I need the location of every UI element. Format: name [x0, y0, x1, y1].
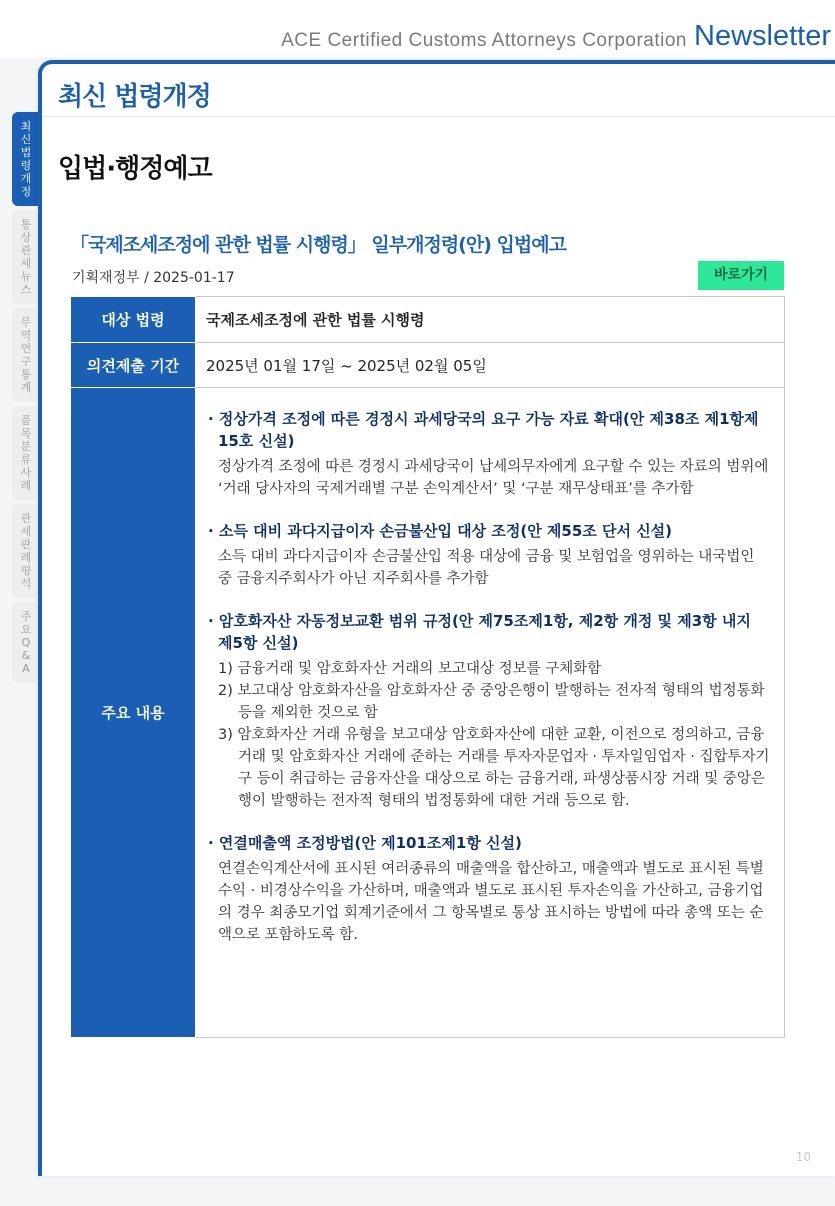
table-row	[71, 343, 785, 388]
side-tab-2[interactable]: 무 역 연 구 통 계	[12, 308, 40, 402]
content-item	[206, 610, 770, 812]
row-value: 2025년 01월 17일 ~ 2025년 02월 05일	[196, 343, 785, 388]
content-item	[206, 832, 770, 946]
notice-title: 「국제조세조정에 관한 법률 시행령」 일부개정령(안) 입법예고	[70, 234, 566, 256]
company-name: ACE Certified Customs Attorneys Corporation	[281, 30, 687, 51]
item-body: 소득 대비 과다지급이자 손금불산입 적용 대상에 금융 및 보험업을 영위하는 내국법인 중 금융지주회사가 아닌 지주회사를 추가함	[218, 549, 755, 587]
row-header: 주요 내용	[71, 388, 196, 1038]
row-header: 의견제출 기간	[71, 343, 196, 388]
newsletter-title: Newsletter	[694, 20, 831, 52]
item-body: 정상가격 조정에 따른 경정시 과세당국이 납세의무자에게 요구할 수 있는 자료의 범위에 ‘거래 당사자의 국제거래별 구분 손익계산서’ 및 ‘구분 재무상태표’를 추가함	[218, 459, 769, 497]
item-title: · 연결매출액 조정방법(안 제101조제1항 신설)	[208, 834, 522, 852]
numbered-list	[206, 658, 770, 812]
side-tab-3[interactable]: 품 목 분 류 사 례	[12, 406, 40, 500]
goto-button[interactable]: 바로가기	[698, 261, 784, 290]
law-table	[70, 296, 785, 1038]
list-item: 1) 금융거래 및 암호화자산 거래의 보고대상 정보를 구체화함	[218, 661, 602, 677]
page-heading: 입법·행정예고	[58, 154, 212, 184]
page-number: 10	[795, 1150, 811, 1164]
item-body: 연결손익계산서에 표시된 여러종류의 매출액을 합산하고, 매출액과 별도로 표시된 특별수익 · 비경상수익을 가산하며, 매출액과 별도로 표시된 투자손익을 가산하고, 금융기업의 경우 최종모기업 회계기준에서 그 항목별로 통상 표시하는 방법에 따라 총액 또는 순액으로 포함하도록 함.	[218, 861, 764, 943]
side-tab-1[interactable]: 통 상 관 세 뉴 스	[12, 210, 40, 304]
top-header	[0, 0, 835, 58]
table-row	[71, 388, 785, 1038]
notice-meta: 기획재정부 / 2025-01-17	[72, 270, 235, 286]
section-title: 최신 법령개정	[58, 82, 211, 112]
list-item: 2) 보고대상 암호화자산을 암호화자산 중 중앙은행이 발행하는 전자적 형태의 법정통화 등을 제외한 것으로 함	[218, 683, 765, 721]
row-header: 대상 법령	[71, 297, 196, 343]
item-title: · 암호화자산 자동정보교환 범위 규정(안 제75조제1항, 제2항 개정 및 제3항 내지 제5항 신설)	[208, 612, 751, 652]
content-item	[206, 520, 770, 590]
table-row	[71, 297, 785, 343]
side-tab-4[interactable]: 관 세 판 례 평 석	[12, 504, 40, 598]
side-tab-5[interactable]: 주 요 Q & A	[12, 602, 40, 683]
side-tabs	[12, 112, 40, 687]
row-value: 국제조세조정에 관한 법률 시행령	[196, 297, 785, 343]
item-title: · 정상가격 조정에 따른 경정시 과세당국의 요구 가능 자료 확대(안 제38조 제1항제15호 신설)	[208, 410, 759, 450]
main-content	[196, 388, 785, 1038]
content-item	[206, 408, 770, 500]
side-tab-0[interactable]: 최 신 법 령 개 정	[12, 112, 40, 206]
list-item: 3) 암호화자산 거래 유형을 보고대상 암호화자산에 대한 교환, 이전으로 정의하고, 금융거래 및 암호화자산 거래에 준하는 거래를 투자자문업자 · 투자일임업자 · 집합투자기구 등이 취급하는 금융자산을 대상으로 하는 금융거래, 파생상품시장 거래 및 중앙은행이 발행하는 전자적 형태의 법정통화에 대한 거래 등으로 함.	[218, 727, 770, 809]
item-title: · 소득 대비 과다지급이자 손금불산입 대상 조정(안 제55조 단서 신설)	[208, 522, 673, 540]
divider	[42, 116, 835, 117]
